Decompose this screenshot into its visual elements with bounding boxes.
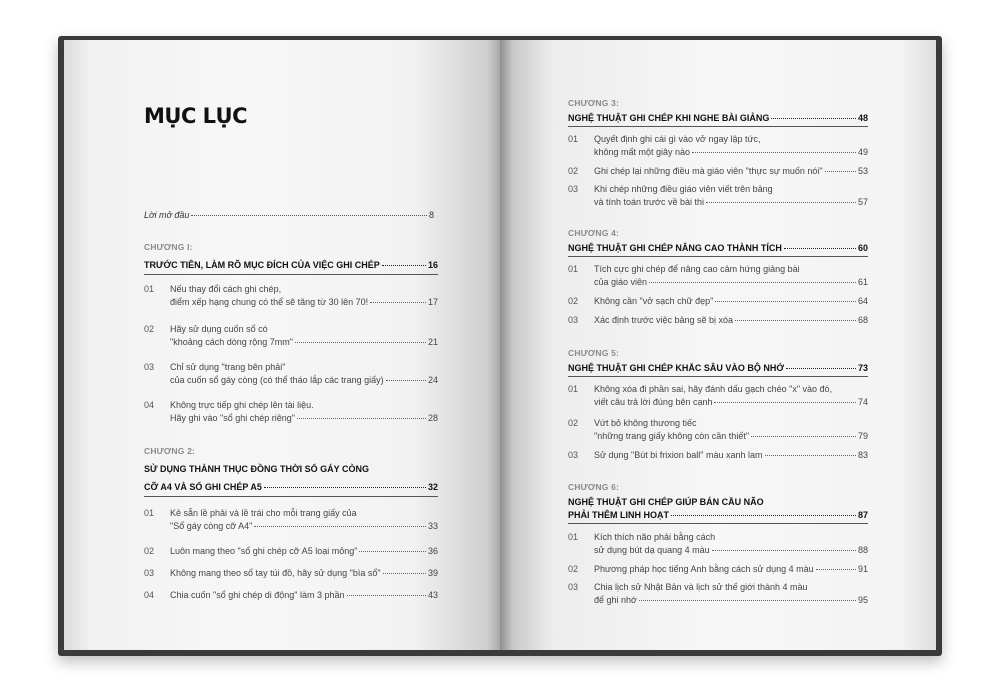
item-number: 01 <box>568 384 579 394</box>
item-number: 02 <box>568 418 579 428</box>
leader-dots <box>347 595 426 596</box>
item-page: 88 <box>857 545 868 555</box>
leader-dots <box>816 569 856 570</box>
chapter-title <box>568 363 868 373</box>
chapter-title-text: TRƯỚC TIÊN, LÀM RÕ MỤC ĐÍCH CỦA VIỆC GHI CHÉP <box>144 260 380 270</box>
item-text: của cuốn sổ gáy còng (có thể tháo lắp các trang giấy) <box>170 375 384 385</box>
toc-item <box>568 532 868 558</box>
item-text: Kẻ sẵn lề phải và lề trái cho mỗi trang giấy của <box>170 508 357 518</box>
chapter-head: CHƯƠNG 2: <box>144 446 196 456</box>
chapter-head: CHƯƠNG I: <box>144 242 193 252</box>
item-text: và tính toán trước về bài thi <box>594 197 704 207</box>
item-number: 03 <box>568 582 579 592</box>
leader-dots <box>786 368 856 369</box>
item-text: của giáo viên <box>594 277 648 287</box>
item-number: 02 <box>568 564 579 574</box>
leader-dots <box>735 320 856 321</box>
item-number: 01 <box>568 134 579 144</box>
toc-item <box>568 582 868 608</box>
chapter-title-text: NGHỆ THUẬT GHI CHÉP KHI NGHE BÀI GIẢNG <box>568 113 770 123</box>
chapter-title <box>144 482 438 492</box>
item-number: 03 <box>568 184 579 194</box>
item-text: Không cần "vở sạch chữ đẹp" <box>594 296 714 306</box>
toc-item <box>144 324 438 350</box>
chapter-title <box>568 113 868 123</box>
item-text: viết câu trả lời đúng bên cạnh <box>594 397 713 407</box>
chapter-page: 16 <box>427 260 438 270</box>
item-page: 91 <box>857 564 868 574</box>
item-page: 74 <box>857 397 868 407</box>
open-book <box>58 36 942 656</box>
chapter-title-text: CỠ A4 VÀ SỔ GHI CHÉP A5 <box>144 482 262 492</box>
item-number: 01 <box>568 532 579 542</box>
leader-dots <box>715 301 856 302</box>
item-number: 04 <box>144 590 155 600</box>
item-page: 64 <box>857 296 868 306</box>
chapter-title-line <box>568 497 868 507</box>
item-text: không mất một giây nào <box>594 147 691 157</box>
item-page: 53 <box>857 166 868 176</box>
leader-dots <box>714 402 856 403</box>
leader-dots <box>295 342 426 343</box>
item-text: Hãy ghi vào "sổ ghi chép riêng" <box>170 413 295 423</box>
chapter-title-text: NGHỆ THUẬT GHI CHÉP NÂNG CAO THÀNH TÍCH <box>568 243 782 253</box>
item-text: Không xóa đi phần sai, hãy đánh dấu gạch chéo "x" vào đó, <box>594 384 833 394</box>
item-text: Quyết định ghi cái gì vào vở ngay lập tức, <box>594 134 761 144</box>
leader-dots <box>712 550 856 551</box>
item-text: "những trang giấy không còn cần thiết" <box>594 431 750 441</box>
toc-item <box>568 450 868 463</box>
toc-item <box>568 134 868 160</box>
item-number: 02 <box>144 324 155 334</box>
item-number: 04 <box>144 400 155 410</box>
toc-title: MỤC LỤC <box>144 104 248 128</box>
item-number: 01 <box>144 284 155 294</box>
leader-dots <box>639 600 856 601</box>
item-page: 61 <box>857 277 868 287</box>
chapter-head: CHƯƠNG 5: <box>568 348 620 358</box>
item-page: 28 <box>427 413 438 423</box>
chapter-title <box>568 243 868 253</box>
toc-item <box>568 315 868 328</box>
toc-item <box>568 564 868 577</box>
item-text: Xác định trước việc bảng sẽ bị xóa <box>594 315 733 325</box>
leader-dots <box>751 436 856 437</box>
item-page: 39 <box>427 568 438 578</box>
leader-dots <box>383 573 426 574</box>
preface-page: 8 <box>428 210 434 220</box>
item-text: Kích thích não phải bằng cách <box>594 532 716 542</box>
chapter-head: CHƯƠNG 6: <box>568 482 620 492</box>
item-page: 21 <box>427 337 438 347</box>
item-text: Không trực tiếp ghi chép lên tài liệu. <box>170 400 314 410</box>
chapter-page: 60 <box>857 243 868 253</box>
leader-dots <box>370 302 426 303</box>
item-number: 03 <box>144 362 155 372</box>
item-page: 57 <box>857 197 868 207</box>
toc-item <box>144 568 438 581</box>
item-page: 24 <box>427 375 438 385</box>
chapter-title-text: SỬ DỤNG THÀNH THỤC ĐỒNG THỜI SỔ GÁY CÒNG <box>144 464 369 474</box>
chapter-title <box>568 510 868 520</box>
toc-item <box>568 296 868 309</box>
toc-item <box>144 400 438 426</box>
toc-item <box>568 384 868 410</box>
item-page: 17 <box>427 297 438 307</box>
item-page: 36 <box>427 546 438 556</box>
divider <box>144 274 438 275</box>
item-page: 33 <box>427 521 438 531</box>
toc-item <box>568 418 868 444</box>
item-text: "Sổ gáy còng cỡ A4" <box>170 521 253 531</box>
toc-item <box>144 546 438 559</box>
item-page: 79 <box>857 431 868 441</box>
item-page: 49 <box>857 147 868 157</box>
item-number: 02 <box>568 296 579 306</box>
item-text: Khi chép những điều giáo viên viết trên bảng <box>594 184 773 194</box>
item-text: sử dụng bút dạ quang 4 màu <box>594 545 710 555</box>
item-text: Tích cực ghi chép để nâng cao cảm hứng giảng bài <box>594 264 800 274</box>
item-text: "khoảng cách dòng rộng 7mm" <box>170 337 293 347</box>
item-text: Chia lịch sử Nhật Bản và lịch sử thế giới thành 4 màu <box>594 582 808 592</box>
item-text: để ghi nhớ <box>594 595 637 605</box>
item-page: 68 <box>857 315 868 325</box>
item-number: 03 <box>568 450 579 460</box>
chapter-page: 87 <box>857 510 868 520</box>
item-page: 83 <box>857 450 868 460</box>
leader-dots <box>254 526 426 527</box>
leader-dots <box>386 380 426 381</box>
left-page <box>64 40 500 650</box>
leader-dots <box>297 418 426 419</box>
preface-entry <box>144 210 434 220</box>
item-number: 03 <box>144 568 155 578</box>
right-page <box>500 40 936 650</box>
leader-dots <box>771 118 856 119</box>
chapter-title-line <box>144 464 438 474</box>
item-text: Phương pháp học tiếng Anh bằng cách sử dụng 4 màu <box>594 564 814 574</box>
item-page: 43 <box>427 590 438 600</box>
item-text: Luôn mang theo "sổ ghi chép cỡ A5 loại mỏng" <box>170 546 358 556</box>
item-text: Chia cuốn "sổ ghi chép di động" làm 3 phần <box>170 590 345 600</box>
item-text: Sử dụng "Bút bi frixion ball" màu xanh lam <box>594 450 763 460</box>
chapter-head: CHƯƠNG 3: <box>568 98 620 108</box>
chapter-page: 48 <box>857 113 868 123</box>
divider <box>144 496 438 497</box>
item-page: 95 <box>857 595 868 605</box>
divider <box>568 256 868 257</box>
chapter-head: CHƯƠNG 4: <box>568 228 620 238</box>
leader-dots <box>671 515 856 516</box>
item-number: 01 <box>568 264 579 274</box>
leader-dots <box>359 551 426 552</box>
chapter-page: 73 <box>857 363 868 373</box>
item-number: 02 <box>144 546 155 556</box>
divider <box>568 126 868 127</box>
chapter-title-text: PHẢI THÊM LINH HOẠT <box>568 510 669 520</box>
item-text: Không mang theo sổ tay túi đồ, hãy sử dụng "bìa sổ" <box>170 568 381 578</box>
leader-dots <box>649 282 856 283</box>
chapter-page: 32 <box>427 482 438 492</box>
toc-item <box>144 590 438 603</box>
divider <box>568 376 868 377</box>
toc-item <box>144 362 438 388</box>
toc-item <box>568 184 868 210</box>
leader-dots <box>784 248 856 249</box>
item-text: Vứt bỏ không thương tiếc <box>594 418 697 428</box>
item-text: Hãy sử dụng cuốn sổ có <box>170 324 268 334</box>
leader-dots <box>692 152 856 153</box>
leader-dots <box>825 171 856 172</box>
item-number: 01 <box>144 508 155 518</box>
toc-item <box>144 508 438 534</box>
chapter-title-text: NGHỆ THUẬT GHI CHÉP GIÚP BÁN CẦU NÃO <box>568 497 764 507</box>
item-text: Ghi chép lại những điều mà giáo viên "thực sự muốn nói" <box>594 166 823 176</box>
leader-dots <box>191 215 427 216</box>
item-number: 02 <box>568 166 579 176</box>
leader-dots <box>765 455 856 456</box>
item-text: Nếu thay đổi cách ghi chép, <box>170 284 282 294</box>
toc-item <box>144 284 438 310</box>
chapter-title <box>144 260 438 270</box>
item-text: Chỉ sử dụng "trang bên phải" <box>170 362 286 372</box>
toc-item <box>568 264 868 290</box>
chapter-title-text: NGHỆ THUẬT GHI CHÉP KHẮC SÂU VÀO BỘ NHỚ <box>568 363 785 373</box>
leader-dots <box>706 202 856 203</box>
divider <box>568 523 868 524</box>
leader-dots <box>264 487 426 488</box>
preface-label: Lời mở đầu <box>144 210 190 220</box>
item-text: điểm xếp hạng chung có thể sẽ tăng từ 30 lên 70! <box>170 297 369 307</box>
item-number: 03 <box>568 315 579 325</box>
toc-item <box>568 166 868 179</box>
leader-dots <box>382 265 426 266</box>
